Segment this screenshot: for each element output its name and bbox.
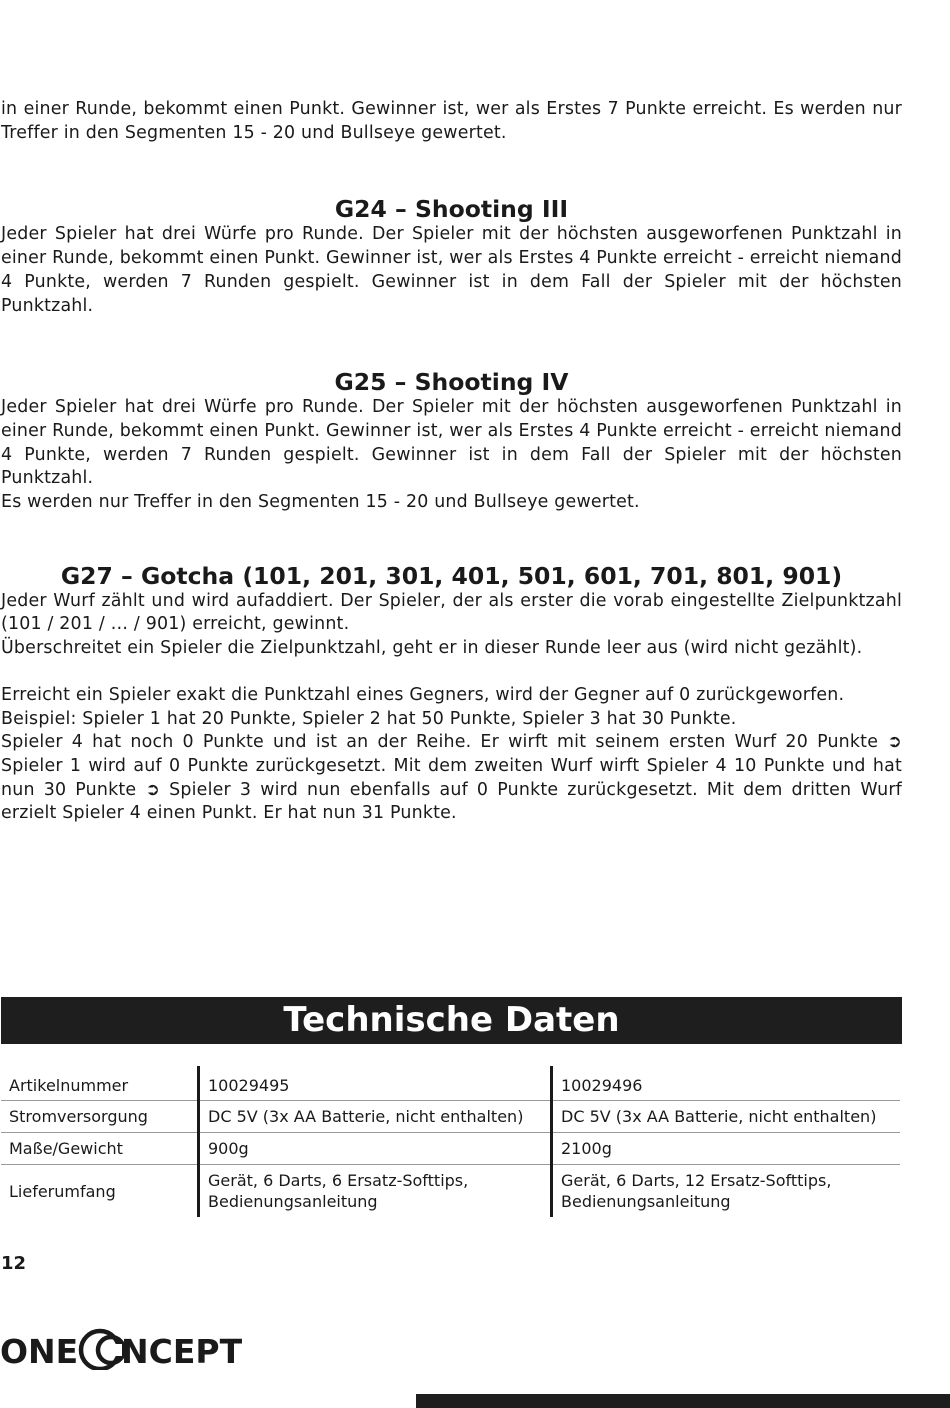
footer-bar	[416, 1394, 950, 1408]
row-label: Artikelnummer	[9, 1075, 129, 1095]
cell-model-a: DC 5V (3x AA Batterie, nicht enthalten)	[199, 1101, 552, 1133]
cell-model-b: 2100g	[552, 1133, 901, 1165]
tech-data-banner: Technische Daten	[1, 997, 902, 1044]
table-row	[1, 1066, 900, 1101]
logo-text-part2: NCEPT	[121, 1332, 243, 1370]
table-row	[1, 1165, 900, 1218]
cell-model-a: 10029495	[199, 1066, 552, 1101]
g27-example-line-2: Spieler 1 wird auf 0 Punkte zurückgesetzt. Mit dem zweiten Wurf wirft Spieler 4 10 Punkte und hat nun 30 Punkte	[1, 755, 902, 800]
page-number: 12	[1, 1253, 27, 1274]
intro-paragraph: in einer Runde, bekommt einen Punkt. Gewinner ist, wer als Erstes 7 Punkte erreicht. Es werden nur Treffer in den Segmenten 15 - 20 und Bullseye gewertet.	[1, 99, 902, 143]
cell-model-a: 900g	[199, 1133, 552, 1165]
oneconcept-logo	[0, 1326, 244, 1370]
section-title-g27: G27 – Gotcha (101, 201, 301, 401, 501, 601, 701, 801, 901)	[60, 561, 843, 590]
g24-paragraph: Jeder Spieler hat drei Würfe pro Runde. Der Spieler mit der höchsten ausgeworfenen Punktzahl in einer Runde, bekommt einen Punkt. Gewinner ist, wer als Erstes 4 Punkte erreicht - erreicht niemand 4 Punkte, werden 7 Runden gespielt. Gewinner ist in dem Fall der Spieler mit der höchsten Punktzahl.	[1, 224, 902, 316]
row-label: Lieferumfang	[1, 1165, 199, 1218]
g27-paragraph-2: Überschreitet ein Spieler die Zielpunktzahl, geht er in dieser Runde leer aus (wird nicht gezählt).	[1, 638, 863, 659]
arrow-icon: ➲	[145, 779, 161, 800]
g27-example-block	[1, 684, 902, 826]
g25-paragraph-2: Es werden nur Treffer in den Segmenten 15 - 20 und Bullseye gewertet.	[1, 492, 640, 513]
section-title-g24: G24 – Shooting III	[334, 195, 569, 224]
g27-paragraph-5	[1, 731, 902, 826]
cell-model-b: 10029496	[552, 1066, 901, 1101]
cell-model-b: DC 5V (3x AA Batterie, nicht enthalten)	[552, 1101, 901, 1133]
cell-model-a: Gerät, 6 Darts, 6 Ersatz-Softtips, Bedienungsanleitung	[199, 1165, 552, 1218]
g25-paragraph-1: Jeder Spieler hat drei Würfe pro Runde. Der Spieler mit der höchsten ausgeworfenen Punktzahl in einer Runde, bekommt einen Punkt. Gewinner ist, wer als Erstes 4 Punkte erreicht - erreicht niemand 4 Punkte, werden 7 Runden gespielt. Gewinner ist in dem Fall der Spieler mit der höchsten Punktzahl.	[1, 397, 902, 489]
row-label: Stromversorgung	[1, 1101, 199, 1133]
g27-example-line-3: Spieler 3 wird nun ebenfalls auf 0 Punkte zurückgesetzt. Mit dem dritten Wurf erzielt Spieler 4 einen Punkt. Er hat nun 31 Punkte.	[1, 779, 902, 824]
table-row	[1, 1101, 900, 1133]
g27-paragraph-3: Erreicht ein Spieler exakt die Punktzahl eines Gegners, wird der Gegner auf 0 zurückgeworfen.	[1, 684, 845, 705]
tech-data-table	[1, 1066, 900, 1217]
g27-example-line-1: Spieler 4 hat noch 0 Punkte und ist an der Reihe. Er wirft mit seinem ersten Wurf 20 Punkte	[1, 732, 879, 753]
section-title-g25: G25 – Shooting IV	[334, 368, 569, 397]
g27-paragraph-4: Beispiel: Spieler 1 hat 20 Punkte, Spieler 2 hat 50 Punkte, Spieler 3 hat 30 Punkte.	[1, 708, 737, 729]
g27-paragraph-1: Jeder Wurf zählt und wird aufaddiert. Der Spieler, der als erster die vorab eingestellte Zielpunktzahl (101 / 201 / … / 901) erreicht, gewinnt.	[1, 590, 902, 635]
row-label: Maße/Gewicht	[1, 1133, 199, 1165]
table-row	[1, 1133, 900, 1165]
cell-model-b: Gerät, 6 Darts, 12 Ersatz-Softtips, Bedienungsanleitung	[552, 1165, 901, 1218]
arrow-icon: ➲	[887, 732, 902, 753]
page-content	[1, 98, 902, 826]
logo-text-part1: ONE	[0, 1332, 79, 1370]
